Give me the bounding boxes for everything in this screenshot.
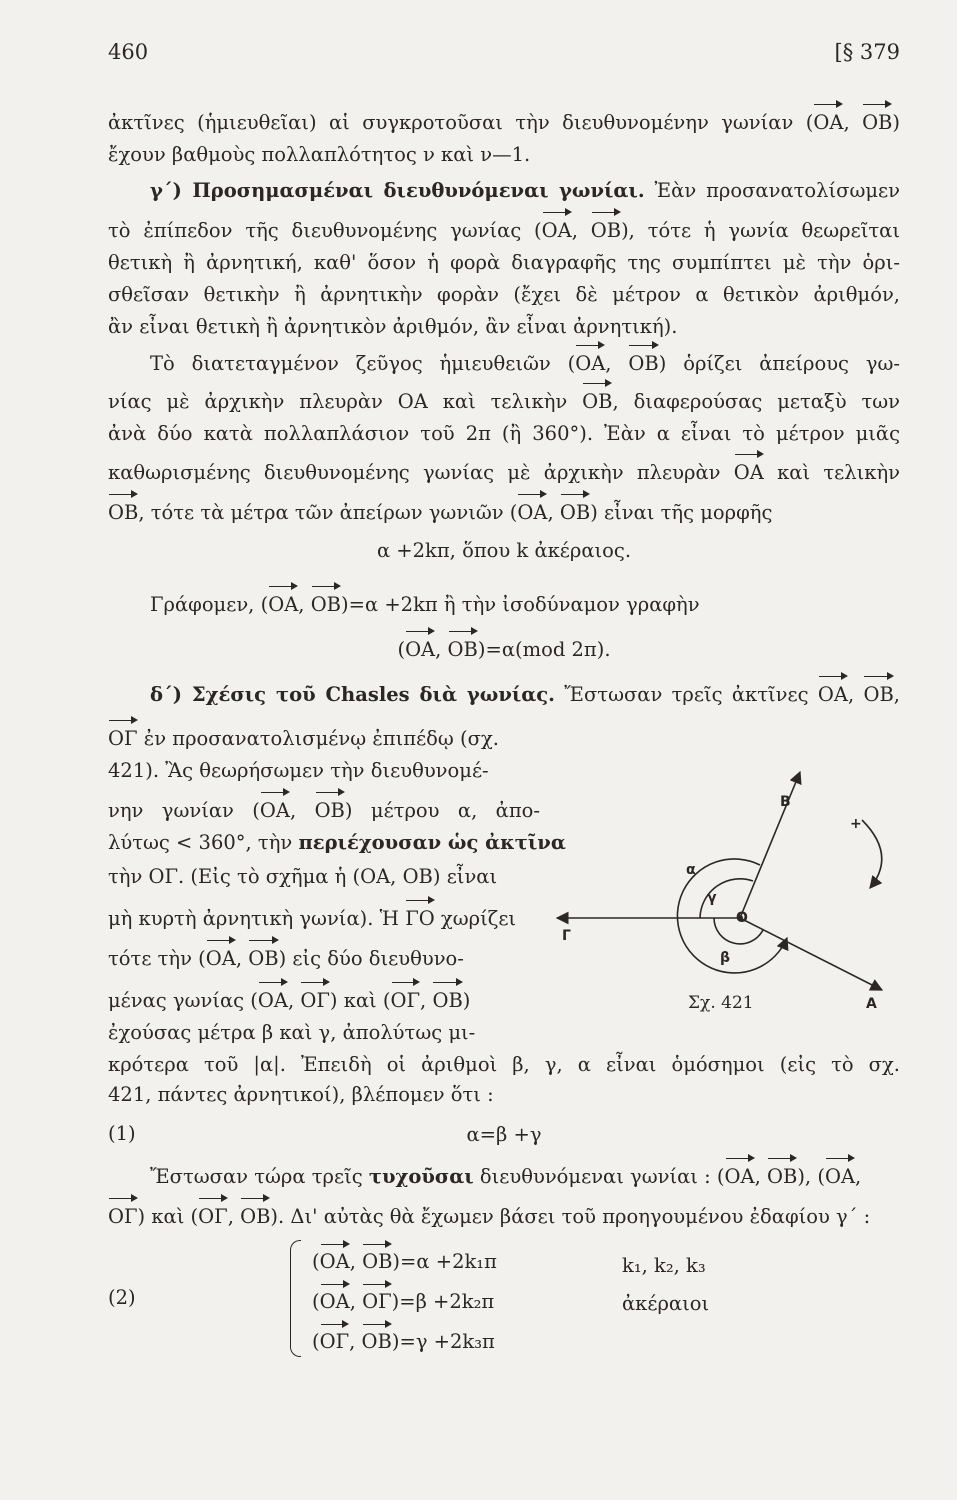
vector-symbol: ΓΟ	[405, 907, 435, 930]
text-line: λύτως < 360°, τὴν περιέχουσαν ὡς ἀκτῖνα	[108, 831, 566, 854]
vector-symbol: ΟΒ	[310, 593, 342, 616]
figure-421	[552, 760, 912, 1030]
vector-symbol: ΟΒ	[863, 683, 894, 706]
equation-label: (2)	[108, 1286, 136, 1309]
text-line: καθωρισμένης διευθυνομένης γωνίας μὲ ἀρχικὴν πλευρὰν ΟΑ καὶ τελικὴν	[108, 461, 900, 484]
vector-symbol: ΟΑ	[817, 683, 848, 706]
vector-symbol: ΟΓ	[300, 989, 330, 1012]
vector-symbol: ΟΑ	[319, 1250, 350, 1273]
text-line: Τὸ διατεταγμένον ζεῦγος ἡμιευθειῶν (ΟΑ, ΟΒ) ὁρίζει ἀπείρους γω-	[150, 352, 901, 375]
text-line: 421, πάντες ἀρνητικοί), βλέπομεν ὅτι :	[108, 1083, 494, 1106]
text-line: θετικὴ ἢ ἀρνητική, καθ' ὅσον ἡ φορὰ διαγραφῆς της συμπίπτει μὲ τὴν ὁρι-	[108, 251, 900, 274]
system-variables: k₁, k₂, k₃	[622, 1254, 706, 1277]
vector-symbol: ΟΒ	[432, 989, 463, 1012]
text-line: ἀκτῖνες (ἡμιευθεῖαι) αἱ συγκροτοῦσαι τὴν διευθυνομένην γωνίαν (ΟΑ, ΟΒ)	[108, 111, 900, 134]
vector-symbol: ΟΑ	[813, 111, 844, 134]
vector-symbol: ΟΓ	[319, 1330, 350, 1353]
text-line: ἔχουν βαθμοὺς πολλαπλότητος ν καὶ ν—1.	[108, 143, 531, 166]
text-line: ἀνὰ δύο κατὰ πολλαπλάσιον τοῦ 2π (ἢ 360°). Ἐὰν α εἶναι τὸ μέτρον μιᾶς	[108, 422, 900, 445]
vector-symbol: ΟΑ	[205, 947, 236, 970]
vector-symbol: ΟΓ	[390, 989, 421, 1012]
label-G: Γ	[562, 928, 571, 944]
text-line: σθεῖσαν θετικὴν ἢ ἀρνητικὴν φορὰν (ἔχει δὲ μέτρον α θετικὸν ἀριθμόν,	[108, 283, 900, 306]
formula-line: (ΟΑ, ΟΒ)=α(mod 2π).	[397, 638, 611, 661]
subsection-heading: γ΄) Προσημασμέναι διευθυνόμεναι γωνίαι.	[150, 179, 645, 202]
ray-OA	[740, 918, 882, 990]
vector-symbol: ΟΒ	[582, 390, 613, 413]
vector-symbol: ΟΑ	[541, 219, 572, 242]
label-alpha: α	[686, 862, 696, 878]
label-plus: +	[850, 816, 862, 832]
vector-symbol: ΟΒ	[862, 111, 893, 134]
ray-OB	[740, 772, 800, 918]
text-line: 421). Ἂς θεωρήσωμεν τὴν διευθυνομέ-	[108, 759, 489, 782]
vector-symbol: ΟΒ	[362, 1250, 393, 1273]
vector-symbol: ΟΑ	[575, 352, 606, 375]
paragraph-heading-line: γ΄) Προσημασμέναι διευθυνόμεναι γωνίαι. Ἐὰν προσανατολίσωμεν	[150, 179, 900, 202]
vector-symbol: ΟΓ	[108, 727, 138, 750]
paragraph-heading-line: δ΄) Σχέσις τοῦ Chasles διὰ γωνίας. Ἔστωσαν τρεῖς ἀκτῖνες ΟΑ, ΟΒ,	[150, 683, 900, 706]
page-number: 460	[108, 40, 149, 64]
orientation-arc	[862, 820, 882, 888]
vector-symbol: ΟΑ	[824, 1165, 856, 1188]
vector-symbol: ΟΒ	[767, 1165, 798, 1188]
text-line: ἐχούσας μέτρα β καὶ γ, ἀπολύτως μι-	[108, 1021, 476, 1044]
vector-symbol: ΟΑ	[257, 989, 288, 1012]
vector-symbol: ΟΒ	[240, 1205, 271, 1228]
vector-symbol: ΟΒ	[590, 219, 622, 242]
text-line: νην γωνίαν (ΟΑ, ΟΒ) μέτρου α, ἀπο-	[108, 799, 540, 822]
vector-symbol: ΟΓ	[362, 1290, 392, 1313]
label-O: Ο	[736, 910, 748, 926]
text-line: ἂν εἶναι θετικὴ ἢ ἀρνητικὸν ἀριθμόν, ἂν εἶναι ἀρνητική).	[108, 315, 678, 338]
vector-symbol: ΟΒ	[628, 352, 659, 375]
text-line: τὸ ἐπίπεδον τῆς διευθυνομένης γωνίας (ΟΑ, ΟΒ), τότε ἡ γωνία θεωρεῖται	[108, 219, 900, 242]
vector-symbol: ΟΒ	[447, 638, 478, 661]
vector-symbol: ΟΒ	[108, 501, 139, 524]
vector-symbol: ΟΑ	[268, 593, 299, 616]
page-header	[108, 40, 900, 74]
text-line: ΟΒ, τότε τὰ μέτρα τῶν ἀπείρων γωνιῶν (ΟΑ, ΟΒ) εἶναι τῆς μορφῆς	[108, 501, 773, 524]
vector-symbol: ΟΑ	[405, 638, 436, 661]
formula-line: α +2kπ, ὅπου k ἀκέραιος.	[376, 539, 632, 562]
label-beta: β	[720, 950, 731, 966]
vector-symbol: ΟΑ	[724, 1165, 755, 1188]
text-line: μὴ κυρτὴ ἀρνητικὴ γωνία). Ἡ ΓΟ χωρίζει	[108, 907, 517, 930]
text-line: ΟΓ) καὶ (ΟΓ, ΟΒ). Δι' αὐτὰς θὰ ἔχωμεν βάσει τοῦ προηγουμένου ἐδαφίου γ΄ :	[108, 1205, 871, 1228]
text-line: τὴν ΟΓ. (Εἰς τὸ σχῆμα ἡ (ΟΑ, ΟΒ) εἶναι	[108, 865, 498, 888]
section-reference: [§ 379	[834, 40, 900, 64]
system-equation-1: (ΟΑ, ΟΒ)=α +2k₁π	[312, 1250, 497, 1273]
vector-symbol: ΟΒ	[314, 799, 345, 822]
system-integer-note: ἀκέραιοι	[622, 1292, 710, 1315]
text-line: Γράφομεν, (ΟΑ, ΟΒ)=α +2kπ ἢ τὴν ἰσοδύναμον γραφὴν	[150, 593, 700, 616]
label-B: Β	[780, 794, 791, 810]
vector-symbol: ΟΑ	[259, 799, 290, 822]
vector-symbol: ΟΒ	[361, 1330, 392, 1353]
system-brace	[290, 1240, 301, 1357]
label-gamma: γ	[707, 890, 717, 906]
system-equation-3: (ΟΓ, ΟΒ)=γ +2k₃π	[312, 1330, 495, 1353]
vector-symbol: ΟΓ	[198, 1205, 228, 1228]
subsection-heading: δ΄) Σχέσις τοῦ Chasles διὰ γωνίας.	[150, 683, 555, 706]
system-equation-2: (ΟΑ, ΟΓ)=β +2k₂π	[312, 1290, 495, 1313]
vector-symbol: ΟΑ	[733, 461, 764, 484]
text-line: μένας γωνίας (ΟΑ, ΟΓ) καὶ (ΟΓ, ΟΒ)	[108, 989, 471, 1012]
vector-symbol: ΟΒ	[559, 501, 591, 524]
equation-label: (1)	[108, 1122, 136, 1145]
vector-symbol: ΟΓ	[108, 1205, 138, 1228]
vector-symbol: ΟΑ	[517, 501, 548, 524]
text-line: κρότερα τοῦ |α|. Ἐπειδὴ οἱ ἀριθμοὶ β, γ, α εἶναι ὁμόσημοι (εἰς τὸ σχ.	[108, 1053, 900, 1076]
vector-symbol: ΟΒ	[248, 947, 279, 970]
text-line: ΟΓ ἐν προσανατολισμένῳ ἐπιπέδῳ (σχ.	[108, 727, 499, 750]
figure-caption: Σχ. 421	[688, 993, 754, 1013]
text-line: νίας μὲ ἀρχικὴν πλευρὰν ΟΑ καὶ τελικὴν ΟΒ, διαφερούσας μεταξὺ των	[108, 390, 900, 413]
equation: α=β +γ	[466, 1123, 542, 1146]
text-line: Ἔστωσαν τώρα τρεῖς τυχοῦσαι διευθυνόμεναι γωνίαι : (ΟΑ, ΟΒ), (ΟΑ,	[150, 1165, 862, 1188]
vector-symbol: ΟΑ	[319, 1290, 350, 1313]
text-line: τότε τὴν (ΟΑ, ΟΒ) εἰς δύο διευθυνο-	[108, 947, 464, 970]
label-A: Α	[866, 996, 877, 1012]
